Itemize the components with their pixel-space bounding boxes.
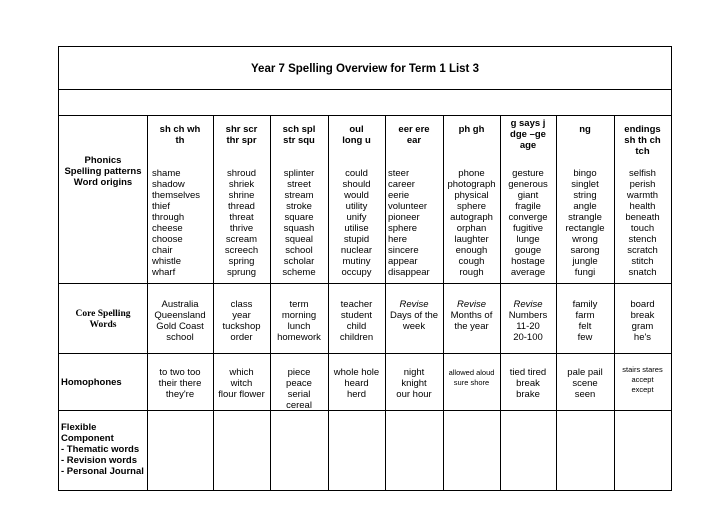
list-item: Revise (399, 299, 429, 310)
list-item: strangle (568, 212, 602, 223)
core-word-list (270, 299, 328, 343)
list-item: lunge (516, 234, 540, 245)
list-item: gram (631, 321, 654, 332)
header-line: long u (342, 135, 371, 146)
list-item: street (287, 179, 311, 190)
homophone-list (443, 368, 500, 388)
row-divider (59, 353, 671, 354)
list-item: perish (629, 179, 656, 190)
column-header (443, 124, 500, 135)
list-item: occupy (341, 267, 372, 278)
phonics-word-list (614, 168, 671, 278)
phonics-word-list (443, 168, 500, 278)
list-item: volunteer (388, 201, 428, 212)
list-item: they're (165, 389, 195, 400)
header-line: ear (406, 135, 422, 146)
list-item: stench (628, 234, 657, 245)
list-item: Months of (450, 310, 493, 321)
core-word-list (614, 299, 671, 343)
list-item: autograph (450, 212, 493, 223)
list-item: Revise (456, 299, 487, 310)
list-item: sincere (388, 245, 419, 256)
list-item: teacher (340, 299, 373, 310)
list-item: shroud (226, 168, 257, 179)
list-item: morning (281, 310, 317, 321)
list-item: stroke (286, 201, 312, 212)
list-item: choose (152, 234, 183, 245)
list-item: farm (575, 310, 595, 321)
header-line: thr spr (226, 135, 257, 146)
column-header (556, 124, 614, 135)
list-item: wrong (572, 234, 598, 245)
list-item: tuckshop (222, 321, 261, 332)
spelling-overview-table (58, 46, 672, 491)
column-header (270, 124, 328, 146)
list-item: piece (287, 367, 311, 378)
row-label-line: Core Spelling (75, 309, 131, 319)
list-item: stream (284, 190, 314, 201)
list-item: the year (454, 321, 489, 332)
homophone-list (556, 367, 614, 400)
list-item: utility (345, 201, 368, 212)
list-item: sphere (456, 201, 487, 212)
header-line: oul (349, 124, 364, 135)
list-item: stitch (631, 256, 654, 267)
core-word-list (385, 299, 443, 332)
list-item: gouge (514, 245, 542, 256)
list-item: few (577, 332, 593, 343)
row-label-line: Component (61, 433, 114, 444)
list-item: herd (346, 389, 366, 400)
list-item: school (285, 245, 313, 256)
list-item: knight (401, 378, 427, 389)
list-item: brake (516, 389, 540, 400)
row-label-line: - Revision words (61, 455, 138, 466)
homophone-list (270, 367, 328, 411)
list-item: thrive (229, 223, 254, 234)
list-item: allowed aloud (448, 368, 495, 377)
list-item: class (230, 299, 253, 310)
list-item: sure shore (453, 378, 490, 387)
header-line: shr scr (225, 124, 258, 135)
phonics-word-list (213, 168, 270, 278)
list-item: could (345, 168, 368, 179)
list-item: Days of the (389, 310, 439, 321)
list-item: bingo (573, 168, 597, 179)
list-item: student (340, 310, 373, 321)
list-item: scholar (283, 256, 315, 267)
column-header (500, 118, 556, 151)
list-item: stairs stares (622, 365, 663, 374)
list-item: order (230, 332, 253, 343)
list-item: average (510, 267, 546, 278)
list-item: cereal (286, 400, 312, 411)
list-item: except (631, 385, 654, 394)
header-line: sh th ch (624, 135, 661, 146)
list-item: rough (459, 267, 484, 278)
homophone-list (500, 367, 556, 400)
list-item: homework (277, 332, 321, 343)
list-item: orphan (456, 223, 487, 234)
list-item: board (630, 299, 655, 310)
phonics-word-list (385, 168, 443, 278)
row-divider (59, 89, 671, 90)
list-item: pioneer (388, 212, 420, 223)
list-item: felt (578, 321, 592, 332)
list-item: wharf (152, 267, 176, 278)
list-item: through (152, 212, 185, 223)
list-item: accept (631, 375, 654, 384)
list-item: splinter (283, 168, 315, 179)
list-item: night (403, 367, 425, 378)
list-item: unify (346, 212, 367, 223)
column-header (614, 124, 671, 157)
row-label-line: Words (89, 320, 117, 330)
list-item: which (229, 367, 254, 378)
row-label-line: - Personal Journal (61, 466, 144, 477)
row-label-flexible (59, 422, 149, 477)
core-word-list (443, 299, 500, 332)
row-label-line: Word origins (73, 177, 133, 188)
list-item: 20-100 (513, 332, 543, 343)
list-item: peace (286, 378, 312, 389)
homophone-list (385, 367, 443, 400)
list-item: their there (158, 378, 202, 389)
list-item: family (572, 299, 598, 310)
row-label-core (59, 309, 147, 331)
header-line: endings (624, 124, 661, 135)
header-line: str squ (283, 135, 315, 146)
header-line: sh ch wh (159, 124, 201, 135)
row-divider (59, 115, 671, 116)
row-label-phonics (59, 155, 147, 188)
list-item: cough (458, 256, 485, 267)
core-word-list (213, 299, 270, 343)
list-item: threat (229, 212, 254, 223)
list-item: term (289, 299, 309, 310)
row-label-line: Flexible (61, 422, 97, 433)
list-item: singlet (571, 179, 599, 190)
list-item: break (630, 310, 655, 321)
list-item: generous (508, 179, 548, 190)
homophone-list (213, 367, 270, 400)
list-item: utilise (344, 223, 369, 234)
page-title: Year 7 Spelling Overview for Term 1 List 3 (251, 63, 479, 75)
list-item: converge (508, 212, 548, 223)
list-item: screech (224, 245, 259, 256)
core-word-list (556, 299, 614, 343)
list-item: career (388, 179, 415, 190)
list-item: enough (455, 245, 488, 256)
list-item: he's (633, 332, 652, 343)
list-item: nuclear (340, 245, 373, 256)
list-item: shriek (228, 179, 255, 190)
column-header (385, 124, 443, 146)
list-item: heard (344, 378, 369, 389)
column-header (147, 124, 213, 146)
phonics-word-list (556, 168, 614, 278)
list-item: should (342, 179, 371, 190)
list-item: snatch (628, 267, 657, 278)
list-item: steer (388, 168, 410, 179)
list-item: shrine (228, 190, 255, 201)
list-item: gesture (512, 168, 544, 179)
list-item: jungle (572, 256, 598, 267)
homophone-list (147, 367, 213, 400)
list-item: seen (574, 389, 596, 400)
list-item: beneath (625, 212, 660, 223)
phonics-word-list (147, 168, 213, 278)
header-line: ng (579, 124, 591, 135)
list-item: giant (517, 190, 539, 201)
list-item: mutiny (342, 256, 371, 267)
list-item: disappear (388, 267, 430, 278)
list-item: fungi (574, 267, 596, 278)
list-item: flour flower (218, 389, 265, 400)
list-item: rectangle (565, 223, 605, 234)
list-item: break (516, 378, 540, 389)
list-item: touch (630, 223, 655, 234)
row-label-homophones: Homophones (61, 377, 122, 388)
row-label-line: Phonics (84, 155, 122, 166)
core-word-list (328, 299, 385, 343)
list-item: would (344, 190, 369, 201)
list-item: chair (152, 245, 173, 256)
list-item: shame (152, 168, 181, 179)
row-divider (59, 410, 671, 411)
list-item: Revise (513, 299, 543, 310)
list-item: squeal (285, 234, 313, 245)
list-item: fragile (515, 201, 541, 212)
core-word-list (500, 299, 556, 343)
list-item: string (573, 190, 597, 201)
list-item: tied tired (509, 367, 547, 378)
header-line: eer ere (398, 124, 430, 135)
core-word-list (147, 299, 213, 343)
list-item: sphere (388, 223, 418, 234)
list-item: cheese (152, 223, 183, 234)
header-line: th (175, 135, 185, 146)
list-item: sprung (226, 267, 257, 278)
list-item: photograph (447, 179, 496, 190)
phonics-word-list (270, 168, 328, 278)
list-item: pale pail (567, 367, 603, 378)
list-item: whistle (152, 256, 182, 267)
row-label-line: - Thematic words (61, 444, 140, 455)
list-item: shadow (152, 179, 185, 190)
row-divider (59, 283, 671, 284)
list-item: here (388, 234, 408, 245)
homophone-list (328, 367, 385, 400)
list-item: square (284, 212, 314, 223)
list-item: physical (454, 190, 489, 201)
header-line: g says j (510, 118, 546, 129)
list-item: Gold Coast (156, 321, 204, 332)
header-line: sch spl (282, 124, 316, 135)
list-item: eerie (388, 190, 410, 201)
list-item: scheme (282, 267, 316, 278)
list-item: to two too (159, 367, 201, 378)
list-item: scratch (627, 245, 658, 256)
list-item: health (629, 201, 656, 212)
list-item: week (402, 321, 426, 332)
homophone-list (614, 365, 671, 395)
list-item: 11-20 (516, 321, 540, 332)
list-item: selfish (629, 168, 656, 179)
list-item: scene (572, 378, 598, 389)
list-item: laughter (454, 234, 489, 245)
row-label-line: Spelling patterns (64, 166, 142, 177)
list-item: hostage (511, 256, 545, 267)
header-line: age (519, 140, 537, 151)
header-line: dge –ge (510, 129, 546, 140)
list-item: Numbers (508, 310, 548, 321)
list-item: stupid (343, 234, 370, 245)
list-item: phone (458, 168, 485, 179)
list-item: appear (388, 256, 418, 267)
list-item: sarong (570, 245, 600, 256)
list-item: warmth (626, 190, 659, 201)
header-line: tch (635, 146, 650, 157)
list-item: angle (573, 201, 597, 212)
phonics-word-list (328, 168, 385, 278)
header-line: ph gh (458, 124, 485, 135)
list-item: scream (225, 234, 258, 245)
list-item: witch (230, 378, 253, 389)
list-item: year (232, 310, 251, 321)
list-item: fugitive (512, 223, 544, 234)
list-item: Queensland (154, 310, 206, 321)
list-item: our hour (396, 389, 432, 400)
column-header (328, 124, 385, 146)
list-item: spring (228, 256, 255, 267)
list-item: themselves (152, 190, 201, 201)
list-item: child (346, 321, 367, 332)
list-item: Australia (161, 299, 199, 310)
list-item: children (339, 332, 374, 343)
list-item: serial (287, 389, 311, 400)
list-item: whole hole (333, 367, 380, 378)
list-item: lunch (287, 321, 311, 332)
list-item: thief (152, 201, 170, 212)
list-item: school (166, 332, 194, 343)
column-header (213, 124, 270, 146)
list-item: thread (228, 201, 255, 212)
list-item: squash (283, 223, 315, 234)
phonics-word-list (500, 168, 556, 278)
